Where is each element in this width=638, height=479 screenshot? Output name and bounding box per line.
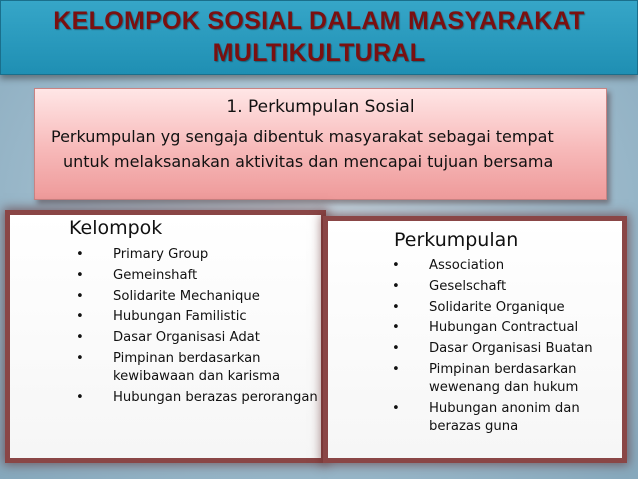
- list-item: [392, 299, 622, 317]
- list-item-text: Hubungan Contractual: [429, 320, 579, 336]
- list-item: [76, 329, 321, 347]
- list-item-text: Pimpinan berdasarkan wewenang dan hukum: [429, 361, 579, 396]
- kelompok-list: [76, 246, 321, 410]
- bullet-icon: •: [76, 247, 84, 262]
- list-item: [392, 257, 622, 275]
- list-item-text: Association: [429, 258, 505, 273]
- bullet-icon: •: [76, 288, 84, 304]
- kelompok-title: Kelompok: [69, 217, 163, 239]
- bullet-icon: •: [392, 278, 400, 294]
- bullet-icon: •: [392, 258, 400, 273]
- title-line-2: MULTIKULTURAL: [212, 39, 426, 67]
- bullet-icon: •: [392, 361, 400, 377]
- list-item: [76, 350, 321, 386]
- list-item: [76, 389, 321, 407]
- bullet-icon: •: [392, 320, 400, 336]
- list-item-text: Hubungan anonim dan berazas guna: [429, 400, 580, 435]
- title-line-1: KELOMPOK SOSIAL DALAM MASYARAKAT: [53, 7, 585, 35]
- list-item: [76, 246, 321, 264]
- perkumpulan-panel: [328, 221, 622, 458]
- definition-line-2: untuk melaksanakan aktivitas dan mencapai tujuan bersama: [63, 152, 554, 171]
- bullet-icon: •: [392, 299, 400, 315]
- definition-box: [34, 88, 607, 200]
- list-item-text: Hubungan Familistic: [113, 309, 247, 325]
- list-item-text: Solidarite Organique: [429, 299, 565, 315]
- perkumpulan-list: [392, 257, 622, 439]
- list-item-text: Solidarite Mechanique: [113, 288, 260, 304]
- definition-heading: 1. Perkumpulan Sosial: [226, 97, 415, 117]
- kelompok-panel: [10, 215, 321, 458]
- list-item-text: Dasar Organisasi Adat: [113, 330, 260, 346]
- list-item-text: Pimpinan berdasarkan kewibawaan dan karisma: [113, 350, 281, 385]
- bullet-icon: •: [392, 341, 400, 357]
- list-item: [76, 308, 321, 326]
- title-banner: [0, 0, 638, 75]
- perkumpulan-title: Perkumpulan: [394, 229, 519, 251]
- list-item: [392, 278, 622, 296]
- bullet-icon: •: [76, 309, 84, 325]
- definition-line-1: Perkumpulan yg sengaja dibentuk masyarakat sebagai tempat: [51, 127, 554, 146]
- list-item-text: Dasar Organisasi Buatan: [429, 341, 593, 357]
- list-item: [76, 288, 321, 306]
- list-item-text: Hubungan berazas perorangan: [113, 389, 318, 405]
- bullet-icon: •: [76, 267, 84, 283]
- bullet-icon: •: [76, 350, 84, 366]
- definition-text: [51, 124, 611, 174]
- list-item-text: Geselschaft: [429, 278, 507, 294]
- list-item: [392, 361, 622, 397]
- bullet-icon: •: [76, 330, 84, 346]
- list-item: [392, 400, 622, 436]
- list-item-text: Primary Group: [113, 247, 209, 262]
- bullet-icon: •: [392, 400, 400, 416]
- list-item: [392, 340, 622, 358]
- list-item: [76, 267, 321, 285]
- bullet-icon: •: [76, 389, 84, 405]
- list-item-text: Gemeinshaft: [113, 267, 198, 283]
- list-item: [392, 319, 622, 337]
